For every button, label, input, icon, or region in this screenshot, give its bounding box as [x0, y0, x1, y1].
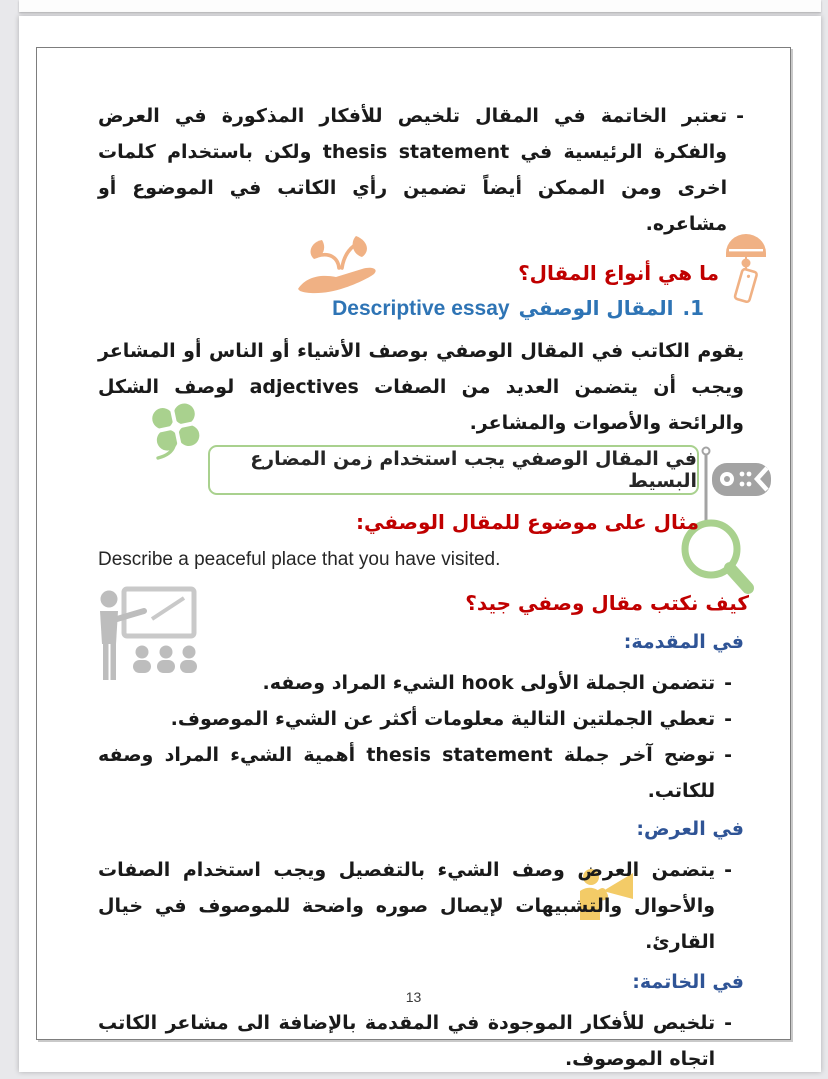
- heading-essay-types: ما هي أنواع المقال؟: [518, 261, 719, 285]
- bullet-item: [98, 1005, 732, 1077]
- dash-marker: -: [736, 105, 744, 127]
- essay-title-english: Descriptive essay: [332, 297, 510, 320]
- bullet-item: [98, 852, 732, 960]
- koinobori-flag-icon: [699, 443, 775, 525]
- previous-page-edge: [19, 0, 821, 12]
- bullet-text: يتضمن العرض وصف الشيء بالتفصيل ويجب استخدام الصفات والأحوال والتشبيهات لإيصال صوره واضحة للموصوف في خيال القارئ.: [98, 859, 716, 953]
- essay-type-item: [98, 296, 704, 321]
- dash-marker: -: [724, 859, 732, 881]
- heading-example-topic: مثال على موضوع للمقال الوصفي:: [356, 510, 699, 534]
- document-page: [19, 16, 821, 1072]
- page-number: 13: [405, 989, 422, 1005]
- bullet-item: [98, 701, 732, 737]
- paragraph-conclusion-summary: [98, 98, 744, 242]
- essay-number: 1.: [682, 296, 704, 320]
- bullet-text: توضح آخر جملة thesis statement أهمية الشيء المراد وصفه للكاتب.: [98, 744, 716, 802]
- section-intro-heading: في المقدمة:: [623, 631, 744, 653]
- dash-marker: -: [724, 744, 732, 766]
- heading-how-to-write: كيف نكتب مقال وصفي جيد؟: [465, 591, 749, 615]
- intro-bullet-list: [98, 665, 732, 809]
- paragraph-text: تعتبر الخاتمة في المقال تلخيص للأفكار المذكورة في العرض والفكرة الرئيسية في thesis statement ولكن باستخدام كلمات اخرى ومن الممكن أيضاً تضمين رأي الكاتب في الموضوع أو مشاعره.: [98, 105, 728, 235]
- conclusion-bullet-list: [98, 1005, 732, 1077]
- tip-box: [208, 445, 699, 495]
- example-sentence: Describe a peaceful place that you have visited.: [98, 549, 501, 570]
- dash-marker: -: [724, 708, 732, 730]
- essay-title-arabic: المقال الوصفي: [518, 296, 674, 320]
- section-conclusion-heading: في الخاتمة:: [632, 971, 744, 993]
- page-content: [37, 48, 790, 1070]
- dash-marker: -: [724, 672, 732, 694]
- dash-marker: -: [724, 1012, 732, 1034]
- bullet-text: تلخيص للأفكار الموجودة في المقدمة بالإضافة الى مشاعر الكاتب اتجاه الموصوف.: [98, 1012, 716, 1070]
- body-bullet-list: [98, 852, 732, 960]
- section-body-heading: في العرض:: [636, 818, 744, 840]
- paragraph-descriptive-definition: يقوم الكاتب في المقال الوصفي بوصف الأشياء أو الناس أو المشاعر ويجب أن يتضمن العديد من الصفات adjectives لوصف الشكل والرائحة والأصوات والمشاعر.: [98, 340, 744, 434]
- page-border: [36, 47, 791, 1070]
- bullet-item: [98, 737, 732, 809]
- bullet-text: تتضمن الجملة الأولى hook الشيء المراد وصفه.: [262, 672, 716, 694]
- tip-text: في المقال الوصفي يجب استخدام زمن المضارع البسيط: [250, 448, 697, 492]
- bullet-text: تعطي الجملتين التالية معلومات أكثر عن الشيء الموصوف.: [170, 708, 716, 730]
- bullet-item: [98, 665, 732, 701]
